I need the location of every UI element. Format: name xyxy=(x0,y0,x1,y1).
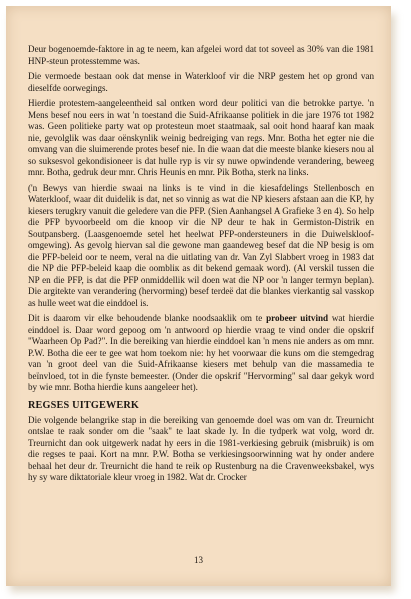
emphasis-probeer-uitvind: probeer uitvind xyxy=(266,313,329,323)
end-goal-text-rest: wat hierdie einddoel is. Daar word gepoog om 'n antwoord op hierdie vraag te vind onder die opskrif "Waarheen Op Pad?". In die bereiking van hierdie einddoel kan 'n mens nie anders as om mnr. P.W. Botha die eer te gee wat hom toekom nie: hy het voorwaar die kuns om die stemgedrag van 'n groot deel van die Suid-Afrikaanse kiesers met behulp van die massamedia te beïnvloed, tot in die fynste bemeester. (Onder die opskrif "Hervorming" sal daar gekyk word by wie mnr. Botha hierdie kuns aangeleer het). xyxy=(28,313,374,392)
paragraph-protest-denial: Hierdie protestem-aangeleentheid sal ontken word deur politici van die betrokke partye. 'n Mens besef nou eers in wat 'n toestand die Suid-Afrikaanse politiek in die jare 1976 tot 1982 was. Geen politieke party wat op protesteun moet staatmaak, sal ooit hond haaraf kan maak nie, gevolglik was daar oënskynlik weinig bedreiging van regs. Mnr. Botha het egter nie die omvang van die sluimerende protes besef nie. In die waan dat die meeste blanke kiesers nou al so suksesvol gekondisioneer is dat hulle ryp is vir sy nuwe opwindende verandering, beweeg mnr. Botha, gedruk deur mnr. Chris Heunis en mnr. Pik Botha, sterk na links. xyxy=(28,98,374,177)
paragraph-treurnicht: Die volgende belangrike stap in die bereiking van genoemde doel was om van dr. Treurnicht ontslae te raak sonder om die "saak" te laat skade ly. In die tydperk wat volg, word dr. Treurnicht dan ook uitgewerk nadat hy eers in die 1981-verkiesing gebruik (misbruik) is om die regses te paai. Kort na mnr. P.W. Botha se verkiesingsoorwinning wat hy onder andere behaal het deur dr. Treurnicht die hand te reik op Rustenburg na die Cravenweeksbakel, wys hy sy ware diktatoriale kleur vroeg in 1982. Wat dr. Crocker xyxy=(28,414,374,482)
end-goal-text-start: Dit is daarom vir elke behoudende blanke noodsaaklik om te xyxy=(28,313,267,323)
book-page xyxy=(6,6,391,586)
section-heading: REGSES UITGEWERK xyxy=(28,399,140,411)
paragraph-end-goal xyxy=(28,313,374,394)
paragraph-protest-votes: Deur bogenoemde-faktore in ag te neem, kan afgelei word dat tot soveel as 30% van die 1981 HNP-steun protesstemme was. xyxy=(28,44,374,66)
paragraph-swing-left: ('n Bewys van hierdie swaai na links is te vind in die kiesafdelings Stellenbosch en Waterkloof, waar dit duidelik is dat, net so vinnig as wat die NP kiesers afstaan aan die KP, hy kiesers terugkry vanuit die geledere van die PFP. (Sien Aanhangsel A Grafieke 3 en 4). So help die PFP byvoorbeeld om die knoop vir die NP deur te hak in Germiston-Distrik en Soutpansberg. (Laasgenoemde setel het heelwat PFP-ondersteuners in die Duiwelskloof-omgewing). As gevolg hiervan sal die gewone man gaandeweg besef dat die NP besig is om die PFP-beleid oor te neem, veral na die uitlating van dr. Van Zyl Slabbert vroeg in 1983 dat die NP die PFP-beleid kaap die oombliк as dit bekend gemaak word). (Al verskil tussen die NP en die PFP, is dat die PFP onmiddellik wil doen wat die NP oor 'n langer termyn beplan). Die argitekte van verandering (hervorming) besef terdeë dat die blankes vierkantig sal vasskop as hulle weet wat die einddoel is. xyxy=(28,182,374,308)
page-number: 13 xyxy=(194,555,203,565)
paragraph-waterkloof: Die vermoede bestaan ook dat mense in Waterkloof vir die NRP gestem het op grond van dieselfde oorwegings. xyxy=(28,71,374,93)
